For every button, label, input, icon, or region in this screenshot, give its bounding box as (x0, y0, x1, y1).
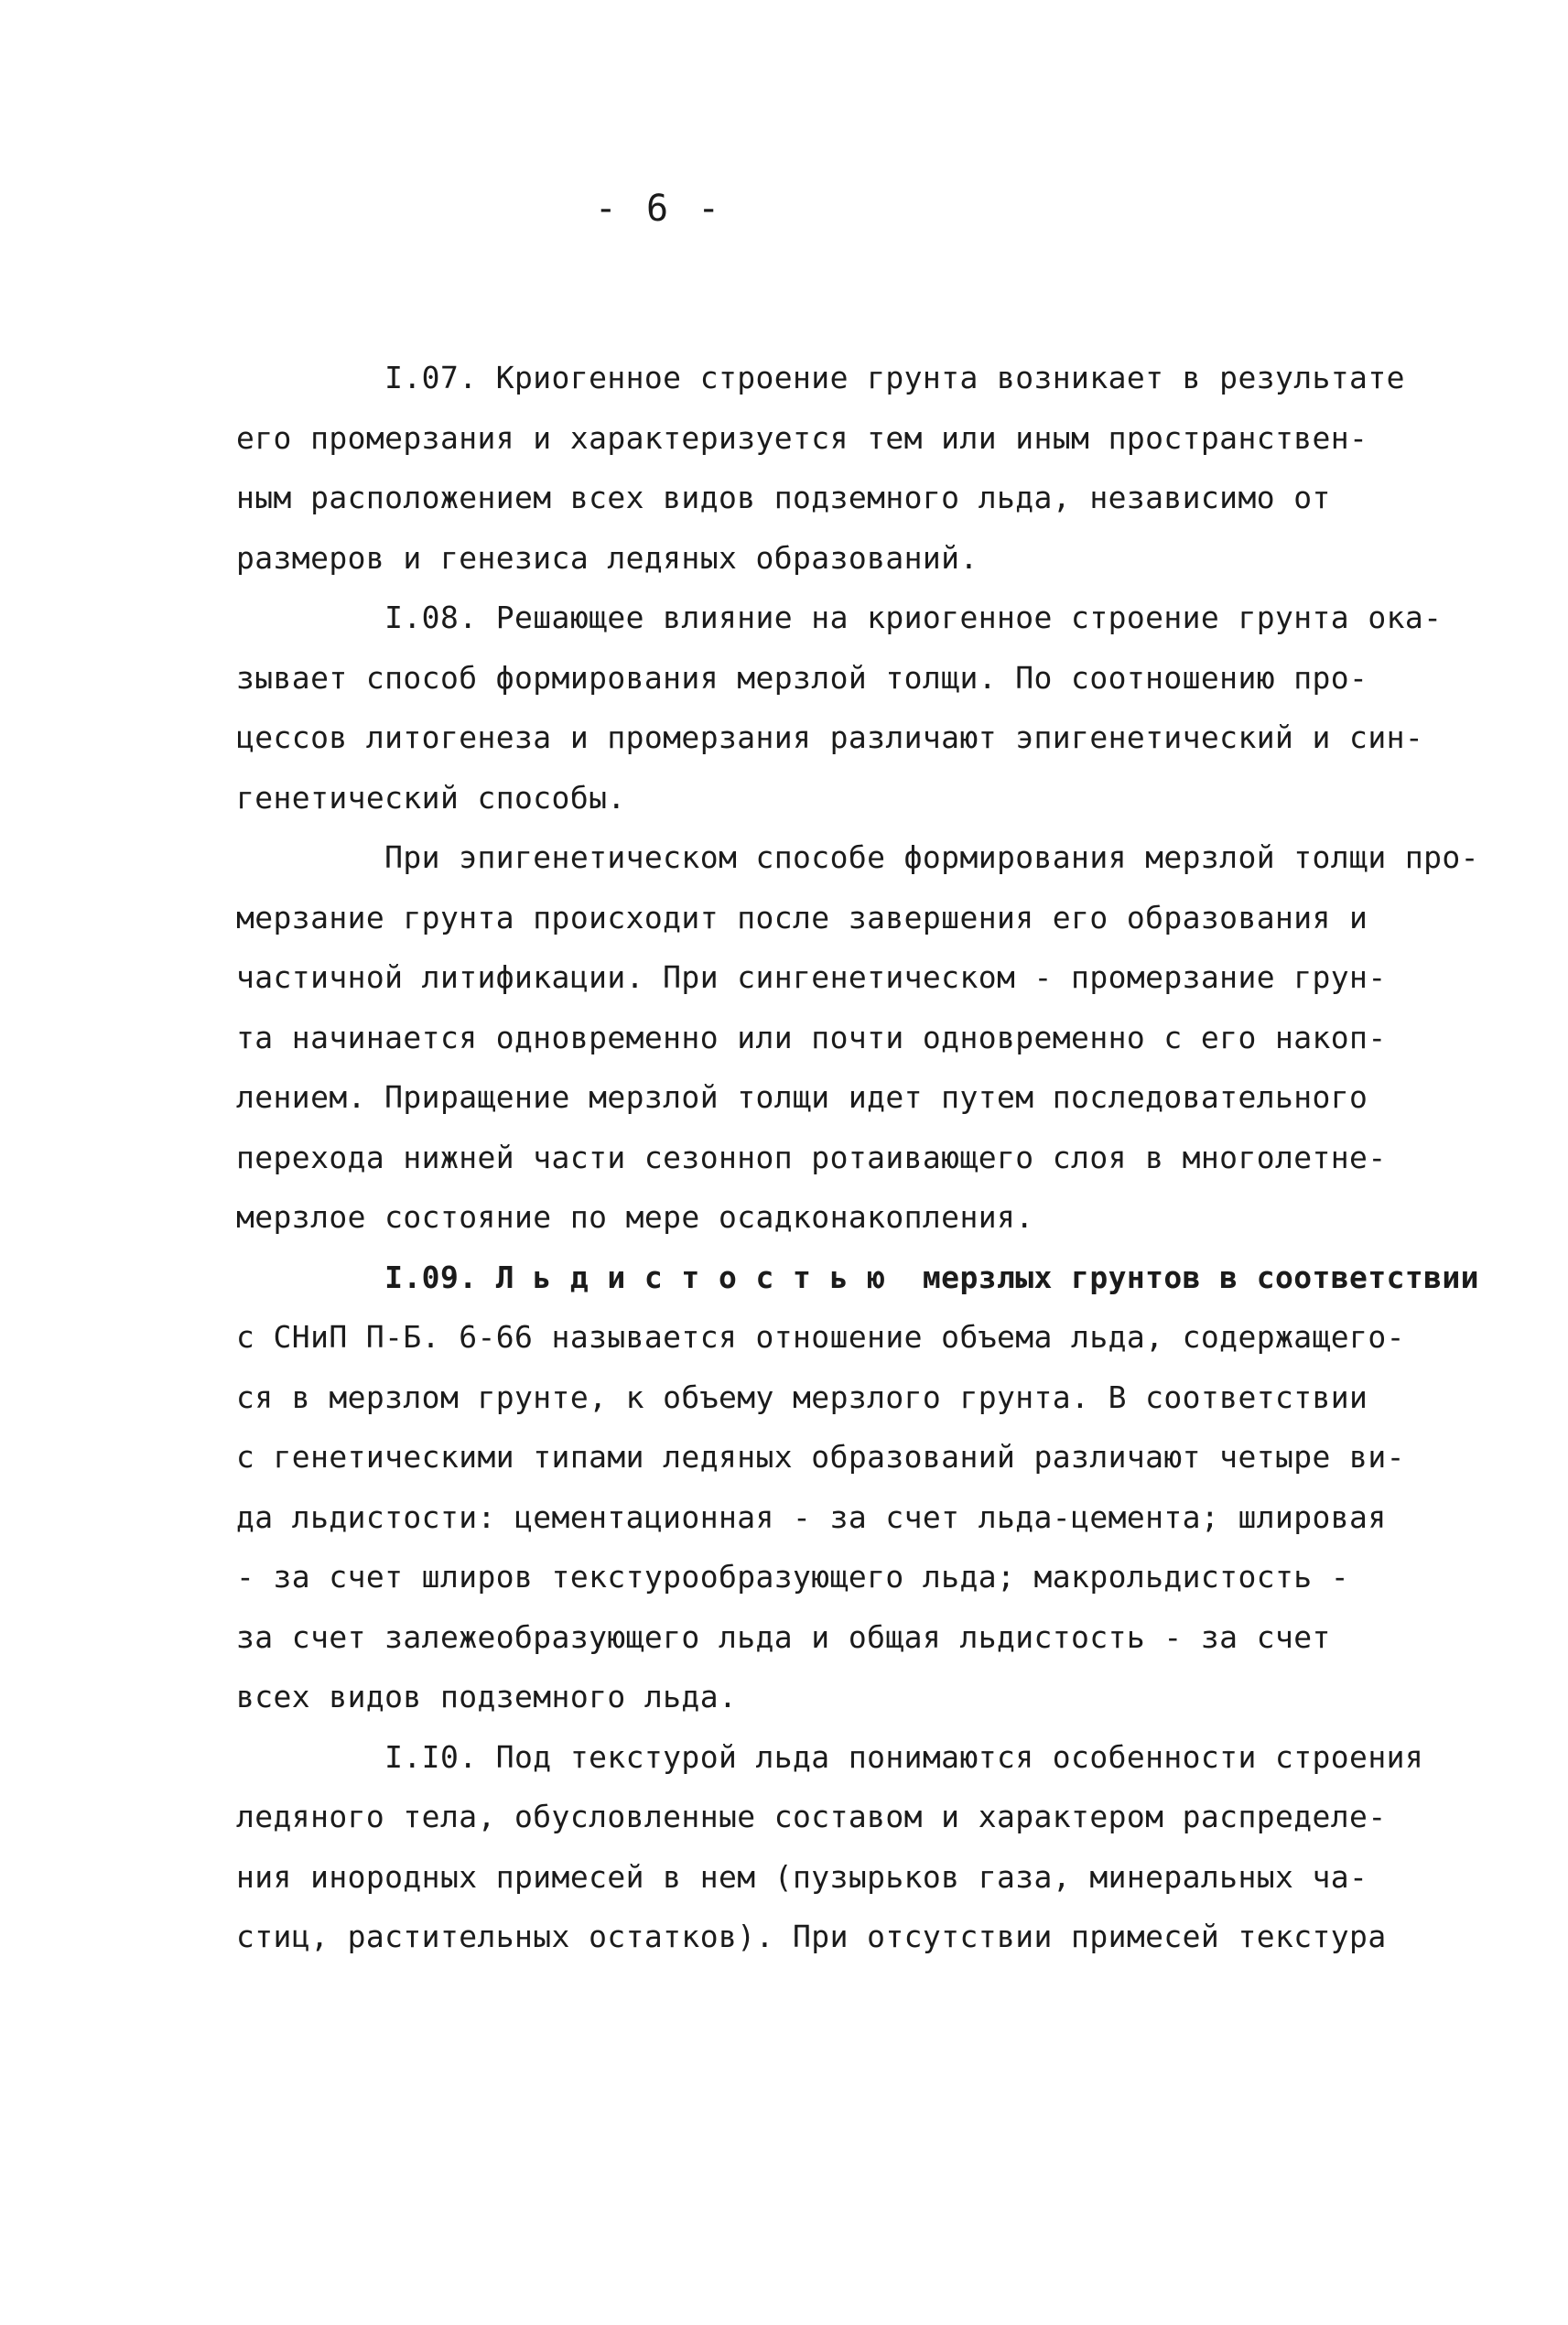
body-text (236, 348, 1479, 1967)
text-line: I.09. Л ь д и с т о с т ь ю мерзлых грунтов в соответствии (236, 1259, 1479, 1295)
text-line: I.07. Криогенное строение грунта возникает в результате (236, 360, 1405, 395)
page-number: - 6 - (594, 188, 724, 230)
text-line: цессов литогенеза и промерзания различают эпигенетический и син- (236, 719, 1424, 755)
text-line: лением. Приращение мерзлой толщи идет путем последовательного (236, 1079, 1368, 1115)
text-line: мерзание грунта происходит после завершения его образования и (236, 899, 1368, 935)
text-line: ледяного тела, обусловленные составом и характером распределе- (236, 1799, 1387, 1834)
text-line: ся в мерзлом грунте, к объему мерзлого грунта. В соответствии (236, 1379, 1368, 1415)
text-line: его промерзания и характеризуется тем или иным пространствен- (236, 419, 1368, 456)
text-line: I.I0. Под текстурой льда понимаются особенности строения (236, 1738, 1424, 1775)
text-line: перехода нижней части сезонноп ротаивающего слоя в многолетне- (236, 1139, 1387, 1175)
text-line: зывает способ формирования мерзлой толщи. По соотношению про- (236, 659, 1368, 696)
text-line: При эпигенетическом способе формирования мерзлой толщи про- (236, 839, 1479, 875)
text-line: I.08. Решающее влияние на криогенное строение грунта ока- (236, 600, 1443, 635)
text-line: с СНиП П-Б. 6-66 называется отношение объема льда, содержащего- (236, 1319, 1405, 1355)
text-line: всех видов подземного льда. (236, 1679, 738, 1714)
text-line: мерзлое состояние по мере осадконакопления. (236, 1199, 1034, 1235)
text-line: - за счет шлиров текстурообразующего льда; макрольдистость - (236, 1559, 1350, 1595)
text-line: размеров и генезиса ледяных образований. (236, 539, 979, 576)
text-line: та начинается одновременно или почти одновременно с его накоп- (236, 1019, 1387, 1055)
text-line: да льдистости: цементационная - за счет льда-цемента; шлировая (236, 1498, 1387, 1535)
text-line: частичной литификации. При сингенетическом - промерзание грун- (236, 959, 1387, 995)
text-line: генетический способы. (236, 779, 626, 816)
text-line: ния инородных примесей в нем (пузырьков газа, минеральных ча- (236, 1858, 1368, 1895)
text-line: ным расположением всех видов подземного льда, независимо от (236, 480, 1331, 515)
text-line: стиц, растительных остатков). При отсутствии примесей текстура (236, 1919, 1387, 1954)
text-line: за счет залежеобразующего льда и общая льдистость - за счет (236, 1618, 1331, 1655)
text-line: с генетическими типами ледяных образований различают четыре ви- (236, 1439, 1405, 1475)
